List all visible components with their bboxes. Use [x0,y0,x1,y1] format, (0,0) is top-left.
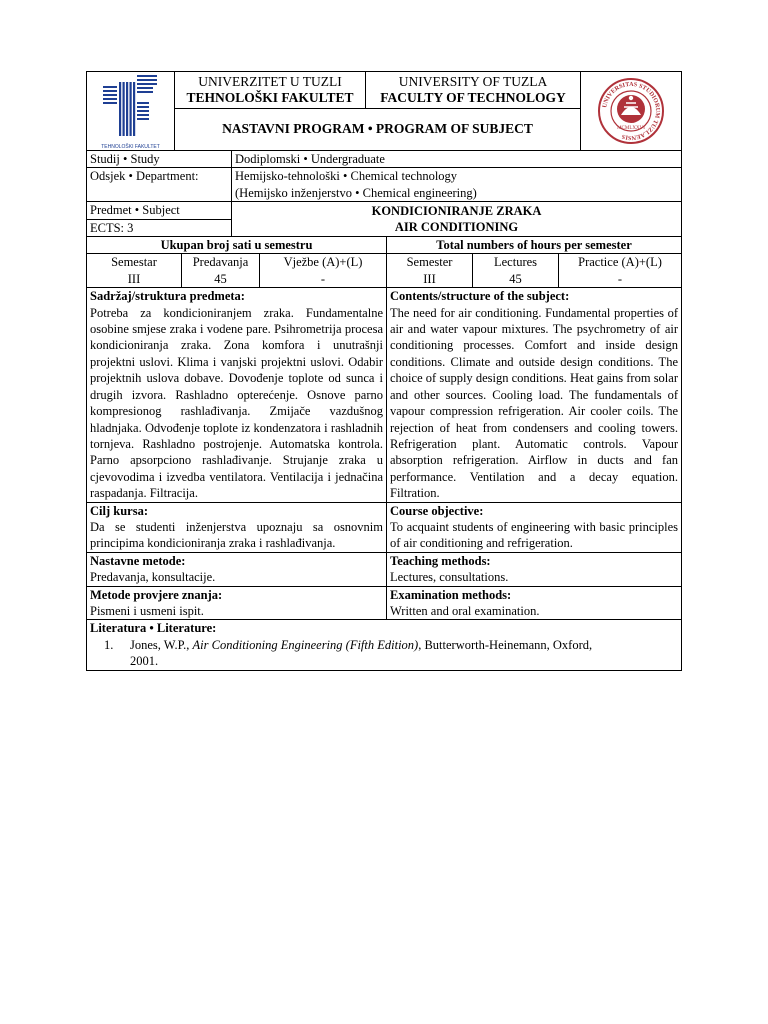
hours-table [86,236,682,288]
contents-bs-cell [87,288,387,502]
literature-cell [87,620,682,670]
logo-caption: TEHNOLOŠKI FAKULTET [101,144,160,150]
hours-value-vjezbe: - [260,271,387,288]
hours-header-semester: Semester [387,254,473,271]
hours-value-semester: III [387,271,473,288]
content-table [86,287,682,670]
literature-title: Air Conditioning Engineering (Fifth Edition) [192,637,419,652]
literature-author: Jones, W.P., [130,637,193,652]
subject-name-bs: KONDICIONIRANJE ZRAKA [371,203,542,218]
university-name-en: UNIVERSITY OF TUZLA [398,74,548,90]
hours-title-en: Total numbers of hours per semester [387,237,682,254]
header-table [86,71,682,151]
university-name-bs: UNIVERZITET U TUZLI [198,74,342,90]
literature-label: Literatura • Literature: [90,621,217,636]
department-value-line-1: Hemijsko-tehnološki • Chemical technology [235,169,458,184]
program-title: NASTAVNI PROGRAM • PROGRAM OF SUBJECT [175,109,581,151]
faculty-logo [101,72,161,144]
department-value [232,168,682,202]
teaching-label-bs: Nastavne metode: [90,553,186,568]
exam-text-bs: Pismeni i usmeni ispit. [90,603,204,618]
objective-text-en: To acquaint students of engineering with basic principles of air conditioning and refrigeration. [390,519,678,551]
hours-header-predavanja: Predavanja [182,254,260,271]
subject-label: Predmet • Subject [87,202,232,219]
exam-text-en: Written and oral examination. [390,603,540,618]
teaching-text-en: Lectures, consultations. [390,570,509,585]
contents-label-bs: Sadržaj/struktura predmeta: [90,289,245,304]
syllabus-document [86,71,682,671]
contents-en-cell [387,288,682,502]
ects-label: ECTS: 3 [87,219,232,236]
hours-header-vjezbe: Vježbe (A)+(L) [260,254,387,271]
contents-text-bs: Potreba za kondicioniranjem zraka. Fundamentalne osobine smjese zraka i vodene pare. Psihrometrija procesa kondicioniranja zraka. Zona komfora i unutrašnji projektni uslovi. Klima i vanjski projektni uslovi. Odabir projektnih uslova dobave. Dovođenje toplote od sunca i drugih izvora. Rashladno opterećenje. Osnove parno kompresionog rashlađivanja. Zmijače vazdušnog hladnjaka. Odvođenje toplote iz kondenzatora i rashladnih tornjeva. Rashladno postrojenje. Automatska kontrola. Parno apsorpciono rashlađivanje. Strujanje zraka u cjevovodima i izvedba ventilatora. Ventilacija i jednačina raspadanja. Filtracija. [90,305,383,501]
teaching-label-en: Teaching methods: [390,553,491,568]
exam-en-cell [387,586,682,620]
exam-label-bs: Metode provjere znanja: [90,587,223,602]
teaching-text-bs: Predavanja, konsultacije. [90,570,216,585]
objective-en-cell [387,502,682,552]
university-seal [597,77,665,145]
objective-text-bs: Da se studenti inženjerstva upoznaju sa osnovnim principima kondicioniranja zraka i rashlađivanja. [90,519,383,551]
faculty-name-bs: TEHNOLOŠKI FAKULTET [186,90,354,106]
teaching-en-cell [387,552,682,586]
hours-value-semestar: III [87,271,182,288]
hours-title-bs: Ukupan broj sati u semestru [87,237,387,254]
hours-header-practice: Practice (A)+(L) [559,254,682,271]
contents-label-en: Contents/structure of the subject: [390,289,570,304]
info-table [86,150,682,237]
university-en-cell [366,72,581,109]
literature-item-text [130,637,678,653]
department-label: Odsjek • Department: [87,168,232,202]
hours-value-predavanja: 45 [182,271,260,288]
seal-text: UNIVERSITAS STUDIORUM TUZLAENSIS [601,80,662,142]
university-bs-cell [175,72,366,109]
study-label: Studij • Study [87,151,232,168]
seal-year: MCMLXXVI [617,126,645,131]
contents-text-en: The need for air conditioning. Fundamental properties of air and water vapour mixtures. The psychrometry of air conditioning processes. Comfort and inside design conditions. Climate and outside design conditions. The choice of supply design conditions. Heat gains from solar and other sources. Cooling load. The fundamentals of vapour compression refrigeration. Air cooler coils. The rejection of heat from condensers and cooling towers. Refrigeration plant. Automatic controls. Vapour absorption refrigeration. Airflow in ducts and fan performance. Ventilation and a decay equation. Filtration. [390,305,678,501]
teaching-bs-cell [87,552,387,586]
objective-bs-cell [87,502,387,552]
objective-label-en: Course objective: [390,503,484,518]
subject-name [232,202,682,237]
literature-item [90,637,678,653]
objective-label-bs: Cilj kursa: [90,503,148,518]
literature-item-number: 1. [104,637,114,652]
study-value: Dodiplomski • Undergraduate [232,151,682,168]
faculty-logo-cell [87,72,175,151]
hours-header-semestar: Semestar [87,254,182,271]
subject-name-en: AIR CONDITIONING [394,220,519,235]
hours-value-practice: - [559,271,682,288]
hours-value-lectures: 45 [473,271,559,288]
exam-label-en: Examination methods: [390,587,512,602]
literature-publisher: , Butterworth-Heinemann, Oxford, [418,637,593,652]
literature-year: 2001. [130,654,159,669]
university-seal-cell [581,72,682,151]
hours-header-lectures: Lectures [473,254,559,271]
faculty-name-en: FACULTY OF TECHNOLOGY [380,90,566,106]
department-value-line-2: (Hemijsko inženjerstvo • Chemical engineering) [235,185,477,200]
exam-bs-cell [87,586,387,620]
